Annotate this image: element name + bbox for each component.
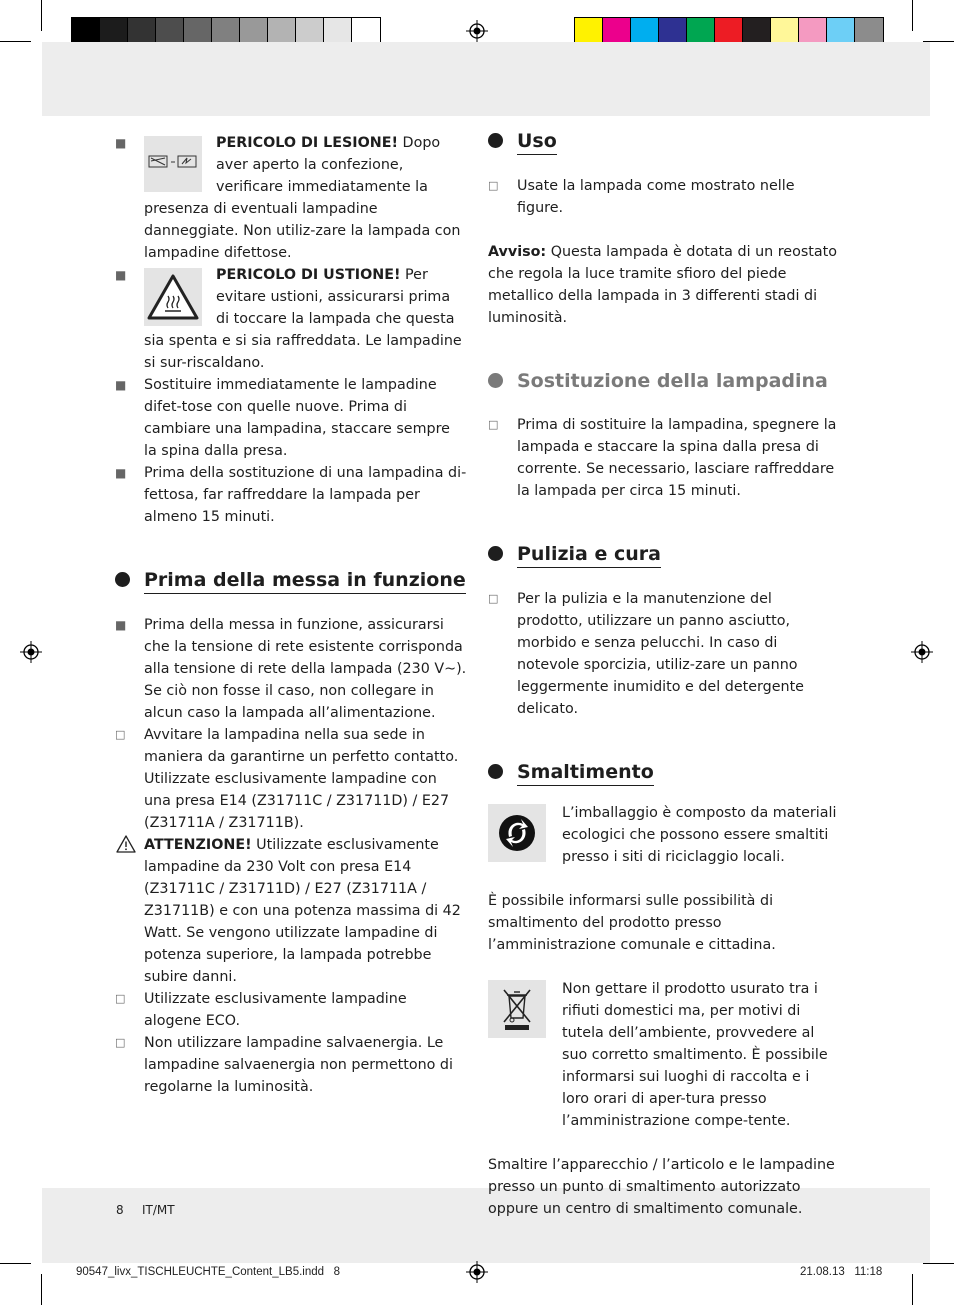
- note-lead: Avviso:: [488, 244, 547, 260]
- slug-filename: 90547_livx_TISCHLEUCHTE_Content_LB5.indd 8: [76, 1266, 341, 1278]
- list-item: [115, 264, 467, 374]
- registration-mark-icon: [466, 20, 488, 42]
- bullet-dot-icon: [488, 764, 503, 779]
- crop-mark: [41, 1274, 42, 1305]
- item-text: Utilizzate esclusivamente lampadine da 230 Volt con presa E14 (Z31711C / Z31711D) / E27 (Z31711A / Z31711B) e con una potenza massima di 42 Watt. Se vengono utilizzate lampadine di potenza superiore, la lampada potrebbe subire danni.: [144, 837, 461, 985]
- list-item: [115, 132, 467, 264]
- section-title: Prima della messa in funzione: [144, 568, 466, 594]
- list-item: [488, 175, 840, 219]
- warning-lead: ATTENZIONE!: [144, 837, 252, 853]
- note-text: Questa lampada è dotata di un reostato che regola la luce tramite sfioro del piede metallico della lampada in 3 differenti stadi di luminosità.: [488, 244, 838, 326]
- list-item: [115, 374, 467, 462]
- crop-mark: [923, 1263, 954, 1264]
- list-item: [115, 834, 467, 988]
- page-number: 8: [116, 1203, 124, 1217]
- right-column: [488, 129, 840, 1220]
- list-item: [115, 1032, 467, 1098]
- item-text: Sostituire immediatamente le lampadine difet-tose con quelle nuove. Prima di cambiare una lampadina, staccare sempre la spina dalla presa.: [144, 377, 450, 459]
- square-bullet: ■: [115, 378, 127, 392]
- recycle-text: L’imballaggio è composto da materiali ecologici che possono essere smaltiti presso i siti di riciclaggio locali.: [562, 805, 837, 865]
- square-bullet: ■: [115, 268, 127, 282]
- crop-mark: [0, 41, 31, 42]
- item-text: Prima della messa in funzione, assicurarsi che la tensione di rete esistente corrisponda alla tensione di rete della lampada (230 V∼). Se ciò non fosse il caso, non collegare in alcun caso la lampada all’alimentazione.: [144, 617, 467, 721]
- section-heading: [488, 369, 828, 394]
- item-text: Non utilizzare lampadine salvaenergia. Le lampadine salvaenergia non permettono di regolarne la luminosità.: [144, 1035, 453, 1095]
- crop-mark: [912, 0, 913, 31]
- bullet-dot-icon: [488, 133, 503, 148]
- list-item: [115, 614, 467, 724]
- injury-warning-icon: [144, 136, 202, 192]
- checkbox-bullet: □: [488, 179, 499, 192]
- crop-mark: [41, 0, 42, 31]
- section-heading: [115, 568, 466, 594]
- checkbox-bullet: □: [115, 992, 126, 1005]
- square-bullet: ■: [115, 466, 127, 480]
- bullet-dot-icon: [115, 572, 130, 587]
- list-item: [488, 414, 840, 502]
- registration-mark-icon: [466, 1261, 488, 1283]
- hot-surface-warning-icon: [144, 268, 202, 326]
- green-dot-recycle-icon: [488, 804, 546, 862]
- section-heading: [488, 760, 654, 786]
- item-text: Dopo aver aperto la confezione, verificare immediatamente la presenza di eventuali lampadine danneggiate. Non utiliz-zare la lampada con lampadine difettose.: [144, 135, 461, 261]
- square-bullet: ■: [115, 618, 127, 632]
- crop-mark: [912, 1274, 913, 1305]
- recycle-block: [488, 802, 840, 868]
- checkbox-bullet: □: [488, 592, 499, 605]
- item-text: Usate la lampada come mostrato nelle figure.: [517, 178, 795, 216]
- item-text: Per evitare ustioni, assicurarsi prima di toccare la lampada che questa sia spenta e si sia raffreddata. Le lampadine si sur-riscaldano.: [144, 267, 462, 371]
- bullet-dot-icon: [488, 373, 503, 388]
- item-text: Prima della sostituzione di una lampadina di-fettosa, far raffreddare la lampada per almeno 15 minuti.: [144, 465, 467, 525]
- left-column: [115, 132, 467, 1098]
- bullet-dot-icon: [488, 546, 503, 561]
- checkbox-bullet: □: [488, 418, 499, 431]
- info-paragraph: È possibile informarsi sulle possibilità di smaltimento del prodotto presso l’amministrazione comunale e cittadina.: [488, 893, 776, 953]
- item-text: Prima di sostituire la lampadina, spegnere la lampada e staccare la spina dalla presa di corrente. Se necessario, lasciare raffreddare la lampada per circa 15 minuti.: [517, 417, 837, 499]
- final-paragraph: Smaltire l’apparecchio / l’articolo e le lampadine presso un punto di smaltimento autorizzato oppure un centro di smaltimento comunale.: [488, 1157, 835, 1217]
- warning-lead: PERICOLO DI LESIONE!: [216, 135, 399, 151]
- section-title: Smaltimento: [517, 760, 654, 786]
- header-band: [42, 42, 930, 116]
- weee-text: Non gettare il prodotto usurato tra i rifiuti domestici ma, per motivi di tutela dell’ambiente, provvedere al suo corretto smaltimento. È possibile informarsi sui luoghi di raccolta e i loro orari di aper-tura presso l’amministrazione compe-tente.: [562, 981, 828, 1129]
- item-text: Utilizzate esclusivamente lampadine alogene ECO.: [144, 991, 407, 1029]
- section-heading: [488, 542, 661, 568]
- crop-mark: [0, 1263, 31, 1264]
- slug-date: 21.08.13 11:18: [800, 1266, 883, 1278]
- section-heading: [488, 129, 557, 155]
- language-code: IT/MT: [142, 1203, 175, 1217]
- section-title: Sostituzione della lampadina: [517, 370, 828, 392]
- list-item: [115, 462, 467, 528]
- item-text: Avvitare la lampadina nella sua sede in maniera da garantirne un perfetto contatto. Utilizzate esclusivamente lampadine con una presa E14 (Z31711C / Z31711D) / E27 (Z31711A / Z31711B).: [144, 727, 459, 831]
- registration-mark-icon: [20, 641, 42, 663]
- weee-block: [488, 978, 840, 1132]
- registration-mark-icon: [911, 641, 933, 663]
- caution-triangle-icon: [115, 833, 137, 855]
- item-text: Per la pulizia e la manutenzione del prodotto, utilizzare un panno asciutto, morbido e senza pelucchi. In caso di notevole sporcizia, utiliz-zare un panno leggermente inumidito e del detergente delicato.: [517, 591, 804, 717]
- list-item: [115, 724, 467, 834]
- list-item: [115, 988, 467, 1032]
- warning-lead: PERICOLO DI USTIONE!: [216, 267, 401, 283]
- checkbox-bullet: □: [115, 728, 126, 741]
- section-title: Pulizia e cura: [517, 542, 661, 568]
- square-bullet: ■: [115, 136, 127, 150]
- list-item: [488, 588, 840, 720]
- checkbox-bullet: □: [115, 1036, 126, 1049]
- note-paragraph: [488, 241, 840, 329]
- section-title: Uso: [517, 129, 557, 155]
- crossed-bin-icon: [488, 980, 546, 1038]
